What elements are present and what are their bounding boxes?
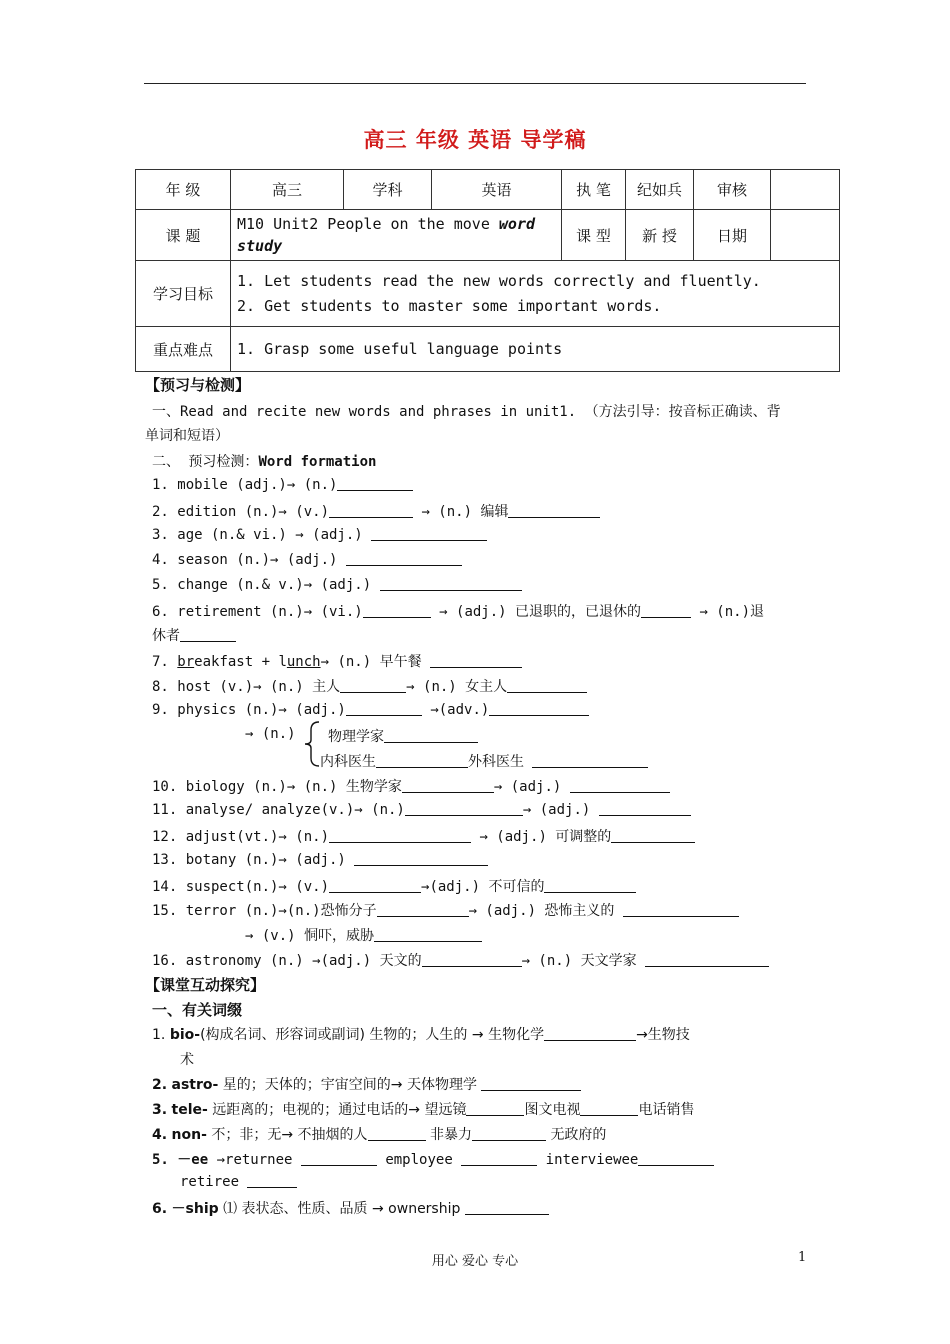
review-value [771, 170, 840, 210]
item-9-doctors: 内科医生 外科医生 [320, 751, 648, 771]
writer-label: 执 笔 [562, 170, 626, 210]
topic-label: 课 题 [136, 210, 231, 261]
goals-label: 学习目标 [136, 261, 231, 327]
page-number: 1 [798, 1250, 807, 1265]
goals-cell [231, 261, 840, 327]
item-15-verb: → (v.) 恫吓，威胁 [245, 925, 482, 945]
item-1: 1. mobile (adj.)→ (n.) [152, 476, 413, 493]
item-8: 8. host (v.)→ (n.) 主人 → (n.) 女主人 [152, 676, 587, 696]
item-3: 3. age (n.& vi.) → (adj.) [152, 526, 487, 543]
topic-value: M10 Unit2 People on the move word study [231, 210, 562, 261]
item-9-physicist: 物理学家 [328, 726, 478, 746]
item-7: 7. breakfast + lunch→ (n.) 早午餐 [152, 651, 522, 671]
affix-5: 5. －ee →returnee employee interviewee [152, 1149, 714, 1169]
keypoints-label: 重点难点 [136, 327, 231, 372]
affix-4: 4. non- 不；非；无→ 不抽烟的人 非暴力 无政府的 [152, 1127, 607, 1143]
item-5: 5. change (n.& v.)→ (adj.) [152, 576, 522, 593]
grade-value: 高三 [231, 170, 344, 210]
footer-slogan: 用心 爱心 专心 [431, 1254, 519, 1269]
item-10: 10. biology (n.)→ (n.) 生物学家 → (adj.) [152, 776, 670, 796]
info-table [135, 169, 840, 372]
item-6-wrap: 休者 [152, 625, 236, 645]
item-6: 6. retirement (n.)→ (vi.) → (adj.) 已退职的，已退休的 → (n.)退 [152, 604, 765, 620]
item-2: 2. edition (n.)→ (v.) → (n.) 编辑 [152, 501, 600, 521]
lesson-type-label: 课 型 [562, 210, 626, 261]
affix-1-wrap: 术 [180, 1052, 194, 1068]
subject-value: 英语 [432, 170, 562, 210]
date-value [771, 210, 840, 261]
goal-2: 2. Get students to master some important words. [237, 296, 662, 315]
item-13: 13. botany (n.)→ (adj.) [152, 851, 488, 868]
part1-line: 一、Read and recite new words and phrases in unit1. （方法引导：按音标正确读、背 [152, 404, 781, 420]
writer-value: 纪如兵 [626, 170, 694, 210]
item-9: 9. physics (n.)→ (adj.) →(adv.) [152, 701, 589, 718]
item-4: 4. season (n.)→ (adj.) [152, 551, 462, 568]
item-9-noun: → (n.) [245, 726, 296, 742]
item-14: 14. suspect(n.)→ (v.) →(adj.) 不可信的 [152, 876, 636, 896]
part2-line: 二、 预习检测：Word formation [152, 454, 377, 470]
brace-icon [303, 720, 321, 768]
class-heading: 【课堂互动探究】 [145, 976, 266, 994]
item-16: 16. astronomy (n.) →(adj.) 天文的 → (n.) 天文学家 [152, 950, 769, 970]
affix-5-wrap: retiree [180, 1173, 297, 1190]
review-label: 审核 [694, 170, 771, 210]
affix-6: 6. －ship ⑴ 表状态、性质、品质 → ownership [152, 1198, 549, 1218]
subject-label: 学科 [344, 170, 432, 210]
grade-label: 年 级 [136, 170, 231, 210]
goal-1: 1. Let students read the new words correctly and fluently. [237, 271, 761, 290]
affix-1: 1. bio-(构成名词、形容词或副词) 生物的；人生的 → 生物化学 →生物技 [152, 1027, 690, 1043]
date-label: 日期 [694, 210, 771, 261]
lesson-type-value: 新 授 [626, 210, 694, 261]
item-12: 12. adjust(vt.)→ (n.) → (adj.) 可调整的 [152, 826, 695, 846]
preview-heading: 【预习与检测】 [145, 376, 251, 394]
page-title: 高三 年级 英语 导学稿 [363, 128, 587, 152]
item-15: 15. terror (n.)→(n.)恐怖分子 → (adj.) 恐怖主义的 [152, 900, 739, 920]
affix-heading: 一、有关词缀 [152, 1001, 243, 1019]
item-11: 11. analyse/ analyze(v.)→ (n.) → (adj.) [152, 801, 691, 818]
affix-3: 3. tele- 远距离的；电视的；通过电话的→ 望远镜 图文电视 电话销售 [152, 1102, 695, 1118]
affix-2: 2. astro- 星的；天体的；宇宙空间的→ 天体物理学 [152, 1074, 581, 1094]
header-rule [144, 83, 806, 84]
part1-wrap: 单词和短语） [145, 428, 229, 444]
keypoint-1: 1. Grasp some useful language points [231, 327, 840, 372]
